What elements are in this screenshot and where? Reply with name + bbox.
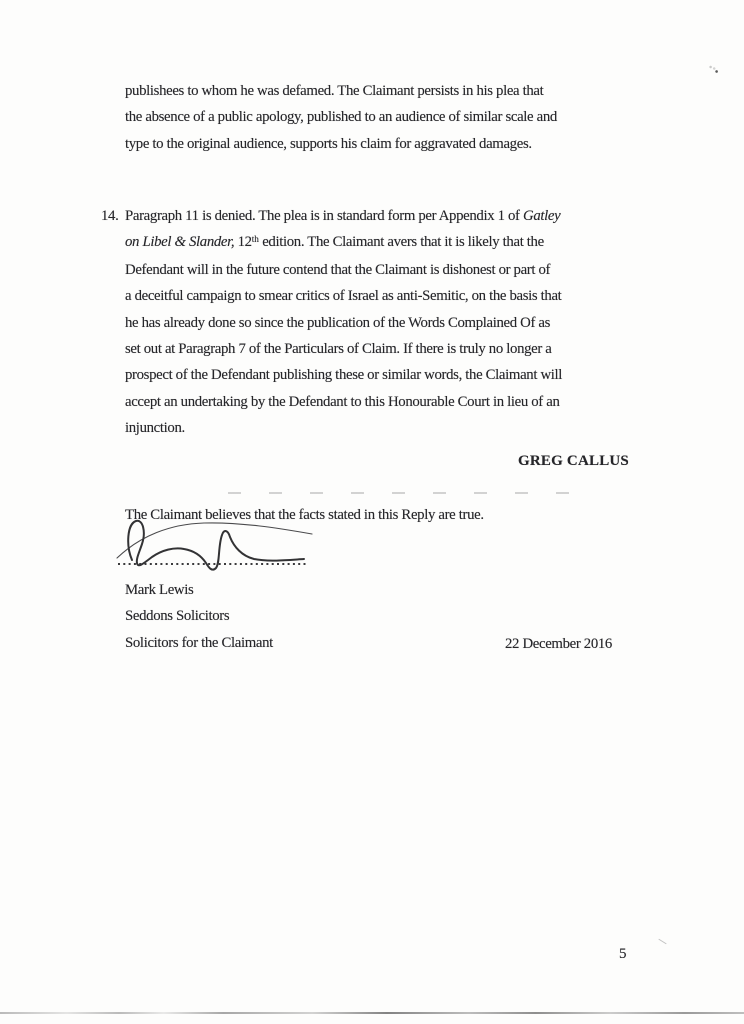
scan-artifact-bottom-line: [0, 1012, 744, 1014]
text-line: Paragraph 11 is denied. The plea is in standard form per Appendix 1 of Gatley: [125, 208, 561, 224]
signatory-name: Mark Lewis: [125, 582, 194, 598]
paragraph-14-body: [125, 203, 562, 442]
scan-artifact-dashes: [228, 492, 573, 494]
text-line: injunction.: [125, 420, 185, 437]
page-number: 5: [619, 946, 627, 962]
paragraph-continuation: [125, 78, 557, 157]
document-date: 22 December 2016: [505, 636, 612, 652]
text-line: he has already done so since the publication of the Words Complained Of as: [125, 314, 551, 331]
text-line: Defendant will in the future contend that the Claimant is dishonest or part of: [125, 261, 551, 278]
text-line: accept an undertaking by the Defendant to this Honourable Court in lieu of an: [125, 393, 560, 410]
signatory-firm: Seddons Solicitors: [125, 608, 230, 625]
signature: [110, 506, 342, 582]
text-line: a deceitful campaign to smear critics of Israel as anti-Semitic, on the basis that: [125, 288, 562, 305]
text-line: on Libel & Slander, 12th edition. The Claimant avers that it is likely that the: [125, 234, 544, 251]
text-line: prospect of the Defendant publishing these or similar words, the Claimant will: [125, 367, 563, 384]
signatory-role: Solicitors for the Claimant: [125, 634, 273, 651]
statement-of-truth: The Claimant believes that the facts stated in this Reply are true.: [125, 507, 484, 523]
paragraph-number: 14.: [101, 208, 119, 224]
text-line: publishees to whom he was defamed. The Claimant persists in his plea that: [125, 83, 544, 99]
text-line: type to the original audience, supports his claim for aggravated damages.: [125, 135, 532, 152]
scan-artifact-scratch: [658, 939, 666, 945]
scan-artifact-speck: [707, 64, 719, 74]
text-line: the absence of a public apology, published to an audience of similar scale and: [125, 109, 557, 126]
signatory-block: [125, 577, 273, 656]
paragraph-14: [101, 203, 562, 442]
signature-stroke-arc: [117, 523, 312, 558]
counsel-name: GREG CALLUS: [518, 453, 629, 469]
text-line: set out at Paragraph 7 of the Particulars of Claim. If there is truly no longer a: [125, 341, 552, 358]
